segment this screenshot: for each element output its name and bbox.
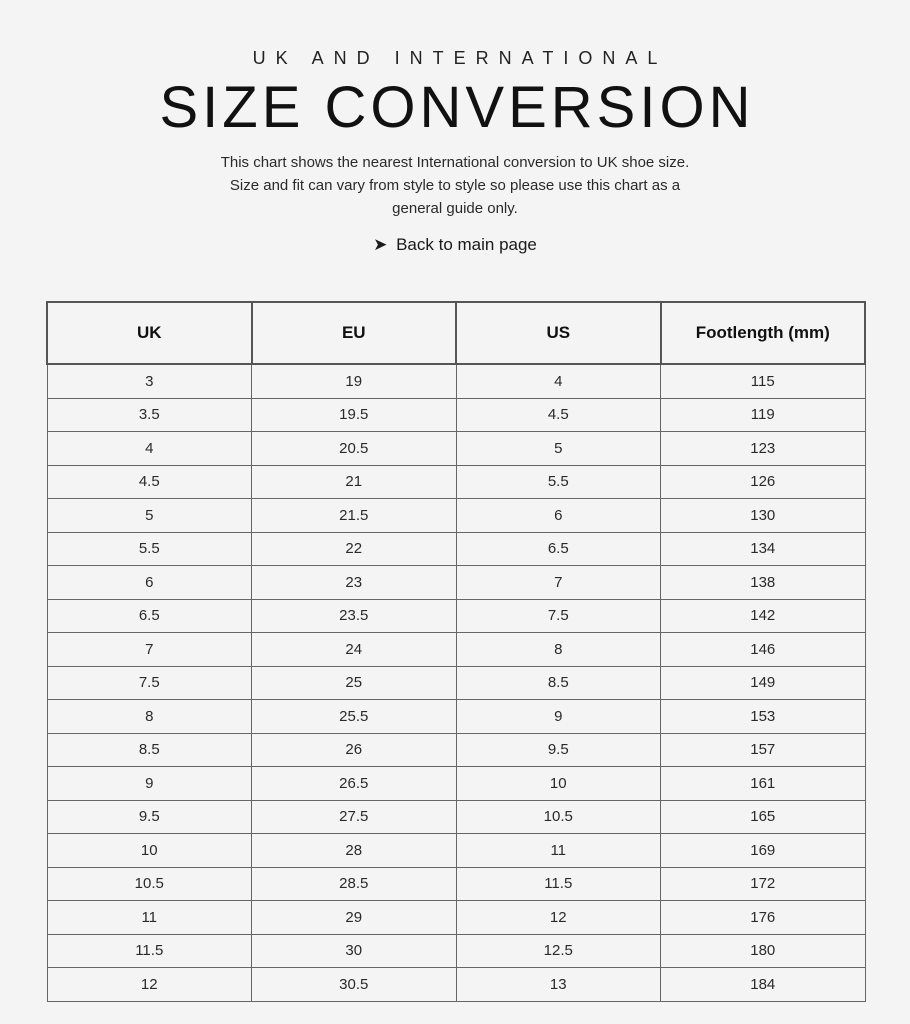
- cell-footlength: 180: [661, 934, 866, 968]
- cell-footlength: 172: [661, 867, 866, 901]
- column-header-footlength: Footlength (mm): [661, 302, 866, 364]
- table-row: [47, 566, 865, 600]
- cell-eu: 30: [252, 934, 457, 968]
- cell-eu: 20.5: [252, 432, 457, 466]
- cell-us: 5: [456, 432, 661, 466]
- column-header-uk: UK: [47, 302, 252, 364]
- size-table: [46, 301, 866, 1002]
- table-body: [47, 364, 865, 1001]
- arrow-right-icon: ➤: [373, 235, 388, 254]
- table-row: [47, 499, 865, 533]
- cell-footlength: 119: [661, 398, 866, 432]
- cell-us: 12.5: [456, 934, 661, 968]
- cell-footlength: 123: [661, 432, 866, 466]
- table-row: [47, 767, 865, 801]
- cell-us: 5.5: [456, 465, 661, 499]
- cell-footlength: 142: [661, 599, 866, 633]
- cell-footlength: 149: [661, 666, 866, 700]
- table-row: [47, 700, 865, 734]
- cell-eu: 28: [252, 834, 457, 868]
- cell-us: 11.5: [456, 867, 661, 901]
- cell-eu: 21: [252, 465, 457, 499]
- intro-line: This chart shows the nearest International conversion to UK shoe size.: [220, 154, 690, 171]
- cell-footlength: 176: [661, 901, 866, 935]
- cell-uk: 4.5: [47, 465, 252, 499]
- cell-us: 4.5: [456, 398, 661, 432]
- cell-us: 10: [456, 767, 661, 801]
- cell-footlength: 115: [661, 364, 866, 398]
- column-header-eu: EU: [252, 302, 457, 364]
- cell-uk: 5: [47, 499, 252, 533]
- table-header-row: [47, 302, 865, 364]
- cell-us: 7: [456, 566, 661, 600]
- cell-us: 11: [456, 834, 661, 868]
- cell-footlength: 146: [661, 633, 866, 667]
- cell-footlength: 126: [661, 465, 866, 499]
- cell-us: 6: [456, 499, 661, 533]
- table-row: [47, 901, 865, 935]
- cell-footlength: 165: [661, 800, 866, 834]
- cell-uk: 7: [47, 633, 252, 667]
- cell-eu: 26: [252, 733, 457, 767]
- table-row: [47, 867, 865, 901]
- cell-uk: 8: [47, 700, 252, 734]
- cell-us: 8: [456, 633, 661, 667]
- cell-eu: 26.5: [252, 767, 457, 801]
- cell-eu: 25.5: [252, 700, 457, 734]
- intro-text: [190, 151, 720, 220]
- table-row: [47, 666, 865, 700]
- cell-footlength: 157: [661, 733, 866, 767]
- cell-us: 7.5: [456, 599, 661, 633]
- cell-uk: 10: [47, 834, 252, 868]
- cell-eu: 22: [252, 532, 457, 566]
- cell-us: 10.5: [456, 800, 661, 834]
- cell-uk: 8.5: [47, 733, 252, 767]
- cell-uk: 3.5: [47, 398, 252, 432]
- cell-eu: 27.5: [252, 800, 457, 834]
- cell-us: 13: [456, 968, 661, 1002]
- table-row: [47, 968, 865, 1002]
- cell-eu: 19: [252, 364, 457, 398]
- table-row: [47, 599, 865, 633]
- size-table-container: [46, 301, 866, 1002]
- intro-line: Size and fit can vary from style to style so please use this chart as a: [229, 177, 681, 194]
- table-row: [47, 398, 865, 432]
- cell-footlength: 138: [661, 566, 866, 600]
- cell-uk: 4: [47, 432, 252, 466]
- cell-uk: 10.5: [47, 867, 252, 901]
- back-to-main-link[interactable]: [0, 235, 910, 255]
- cell-eu: 25: [252, 666, 457, 700]
- cell-eu: 30.5: [252, 968, 457, 1002]
- table-row: [47, 733, 865, 767]
- cell-uk: 9: [47, 767, 252, 801]
- back-link-label: Back to main page: [396, 235, 537, 254]
- cell-eu: 21.5: [252, 499, 457, 533]
- cell-eu: 23.5: [252, 599, 457, 633]
- table-row: [47, 364, 865, 398]
- cell-eu: 29: [252, 901, 457, 935]
- cell-uk: 12: [47, 968, 252, 1002]
- cell-uk: 11: [47, 901, 252, 935]
- cell-uk: 6.5: [47, 599, 252, 633]
- cell-uk: 3: [47, 364, 252, 398]
- table-row: [47, 934, 865, 968]
- cell-footlength: 169: [661, 834, 866, 868]
- table-row: [47, 532, 865, 566]
- cell-us: 12: [456, 901, 661, 935]
- cell-footlength: 134: [661, 532, 866, 566]
- page-kicker: UK AND INTERNATIONAL: [252, 48, 668, 68]
- cell-us: 8.5: [456, 666, 661, 700]
- cell-footlength: 161: [661, 767, 866, 801]
- cell-footlength: 153: [661, 700, 866, 734]
- cell-eu: 24: [252, 633, 457, 667]
- cell-us: 9: [456, 700, 661, 734]
- column-header-us: US: [456, 302, 661, 364]
- cell-eu: 28.5: [252, 867, 457, 901]
- cell-us: 6.5: [456, 532, 661, 566]
- cell-footlength: 130: [661, 499, 866, 533]
- cell-eu: 23: [252, 566, 457, 600]
- cell-eu: 19.5: [252, 398, 457, 432]
- table-row: [47, 633, 865, 667]
- table-row: [47, 432, 865, 466]
- page-title: SIZE CONVERSION: [159, 75, 755, 140]
- cell-us: 9.5: [456, 733, 661, 767]
- cell-uk: 11.5: [47, 934, 252, 968]
- cell-us: 4: [456, 364, 661, 398]
- cell-footlength: 184: [661, 968, 866, 1002]
- cell-uk: 5.5: [47, 532, 252, 566]
- table-row: [47, 800, 865, 834]
- cell-uk: 6: [47, 566, 252, 600]
- table-row: [47, 834, 865, 868]
- table-row: [47, 465, 865, 499]
- cell-uk: 9.5: [47, 800, 252, 834]
- cell-uk: 7.5: [47, 666, 252, 700]
- intro-line: general guide only.: [392, 200, 518, 217]
